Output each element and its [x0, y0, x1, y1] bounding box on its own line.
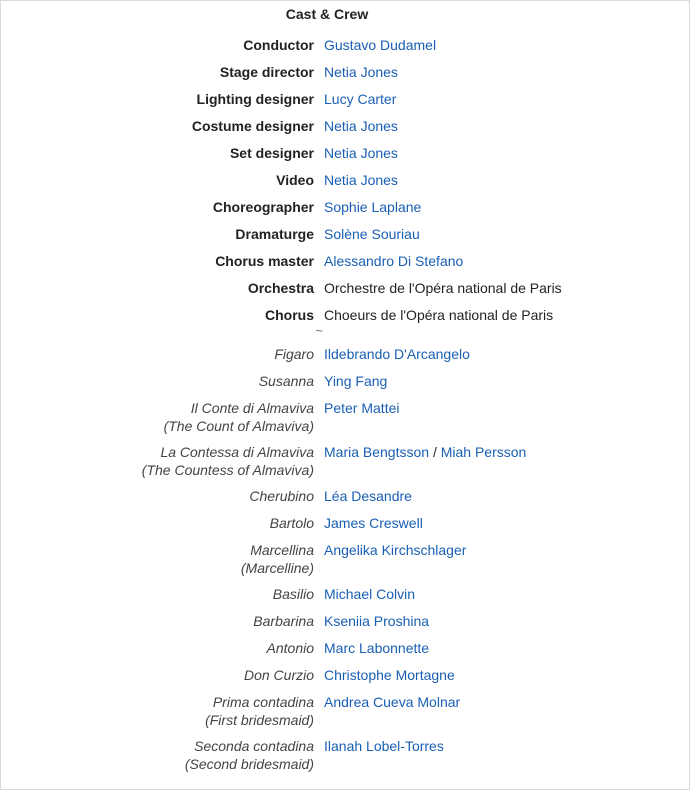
crew-name: [324, 225, 420, 243]
role-name: Figaro: [274, 346, 314, 362]
crew-role-label: Conductor: [243, 37, 314, 53]
cast-role-label: [1, 666, 314, 684]
crew-name-link[interactable]: Netia Jones: [324, 145, 398, 161]
crew-name: [324, 63, 398, 81]
singer-link[interactable]: Ildebrando D'Arcangelo: [324, 346, 470, 362]
role-translation: (Second bridesmaid): [184, 756, 314, 772]
cast-role-label: [1, 612, 314, 630]
role-name: Cherubino: [249, 488, 314, 504]
cast-role-label: [1, 372, 314, 390]
singer-link[interactable]: Ying Fang: [324, 373, 388, 389]
crew-role-label: Stage director: [219, 64, 314, 80]
cast-singers: [324, 666, 455, 684]
crew-name: [324, 36, 436, 54]
cast-singers: [324, 345, 470, 363]
singer-link[interactable]: Peter Mattei: [324, 400, 400, 416]
singer-link[interactable]: James Creswell: [324, 515, 423, 531]
role-name: Antonio: [266, 640, 314, 656]
role-name: Marcellina: [250, 542, 314, 558]
cast-role-label: [1, 541, 314, 577]
cast-role-label: [1, 399, 314, 435]
role-translation: (The Countess of Almaviva): [141, 462, 314, 478]
cast-singers: [324, 514, 423, 532]
crew-role-label: Dramaturge: [235, 226, 314, 242]
cast-role-label: [1, 487, 314, 505]
singer-link[interactable]: Miah Persson: [440, 444, 527, 460]
crew-name-link[interactable]: Netia Jones: [324, 118, 398, 134]
role-translation: (First bridesmaid): [205, 712, 314, 728]
crew-name: [324, 306, 553, 324]
crew-name: [324, 90, 396, 108]
crew-role-label: Lighting designer: [196, 91, 314, 107]
cast-singers: [324, 585, 415, 603]
section-title: Cast & Crew: [285, 6, 369, 22]
crew-role-label: Chorus: [265, 307, 314, 323]
cast-singers: [324, 612, 429, 630]
role-translation: (The Count of Almaviva): [163, 418, 314, 434]
singer-link[interactable]: Maria Bengtsson: [324, 444, 430, 460]
cast-role-label: [1, 693, 314, 729]
singer-link[interactable]: Kseniia Proshina: [324, 613, 430, 629]
role-translation: (Marcelline): [240, 560, 314, 576]
cast-role-label: [1, 345, 314, 363]
crew-name: [324, 117, 398, 135]
crew-name: [324, 279, 562, 297]
role-name: Don Curzio: [243, 667, 314, 683]
cast-singers: [324, 372, 387, 390]
cast-role-label: [1, 514, 314, 532]
crew-name-link[interactable]: Netia Jones: [324, 64, 398, 80]
cast-singers: [324, 737, 444, 755]
role-name: Il Conte di Almaviva: [190, 400, 314, 416]
crew-name: [324, 252, 463, 270]
cast-singers: [324, 443, 526, 461]
singer-link[interactable]: Christophe Mortagne: [324, 667, 455, 683]
crew-role-label: Costume designer: [191, 118, 314, 134]
singer-link[interactable]: Michael Colvin: [324, 586, 416, 602]
role-name: Susanna: [258, 373, 314, 389]
singer-separator: /: [429, 444, 441, 460]
singer-link[interactable]: Marc Labonnette: [324, 640, 430, 656]
role-name: Bartolo: [269, 515, 314, 531]
crew-name-link[interactable]: Alessandro Di Stefano: [324, 253, 464, 269]
crew-role-label: Video: [276, 172, 314, 188]
role-name: Prima contadina: [212, 694, 314, 710]
crew-name-link[interactable]: Netia Jones: [324, 172, 398, 188]
cast-singers: [324, 541, 466, 559]
cast-role-label: [1, 639, 314, 657]
cast-role-label: [1, 737, 314, 773]
crew-role-label: Orchestra: [247, 280, 314, 296]
crew-role-label: Choreographer: [212, 199, 314, 215]
crew-name: [324, 198, 421, 216]
crew-name-text: Choeurs de l'Opéra national de Paris: [324, 307, 554, 323]
crew-role-label: Chorus master: [215, 253, 314, 269]
crew-name-text: Orchestre de l'Opéra national de Paris: [324, 280, 562, 296]
crew-name-link[interactable]: Solène Souriau: [324, 226, 420, 242]
singer-link[interactable]: Ilanah Lobel-Torres: [324, 738, 444, 754]
singer-link[interactable]: Angelika Kirchschlager: [324, 542, 467, 558]
crew-role-label: Set designer: [229, 145, 314, 161]
cast-singers: [324, 487, 412, 505]
role-name: La Contessa di Almaviva: [160, 444, 314, 460]
cast-role-label: [1, 443, 314, 479]
crew-name-link[interactable]: Lucy Carter: [324, 91, 397, 107]
cast-singers: [324, 399, 399, 417]
role-name: Seconda contadina: [194, 738, 314, 754]
cast-singers: [324, 639, 429, 657]
crew-name-link[interactable]: Sophie Laplane: [324, 199, 422, 215]
cast-singers: [324, 693, 460, 711]
crew-name: [324, 171, 398, 189]
crew-name: [324, 144, 398, 162]
crew-name-link[interactable]: Gustavo Dudamel: [324, 37, 437, 53]
singer-link[interactable]: Andrea Cueva Molnar: [324, 694, 461, 710]
singer-link[interactable]: Léa Desandre: [324, 488, 412, 504]
section-separator: ~: [315, 323, 323, 338]
cast-role-label: [1, 585, 314, 603]
role-name: Barbarina: [253, 613, 314, 629]
role-name: Basilio: [272, 586, 314, 602]
